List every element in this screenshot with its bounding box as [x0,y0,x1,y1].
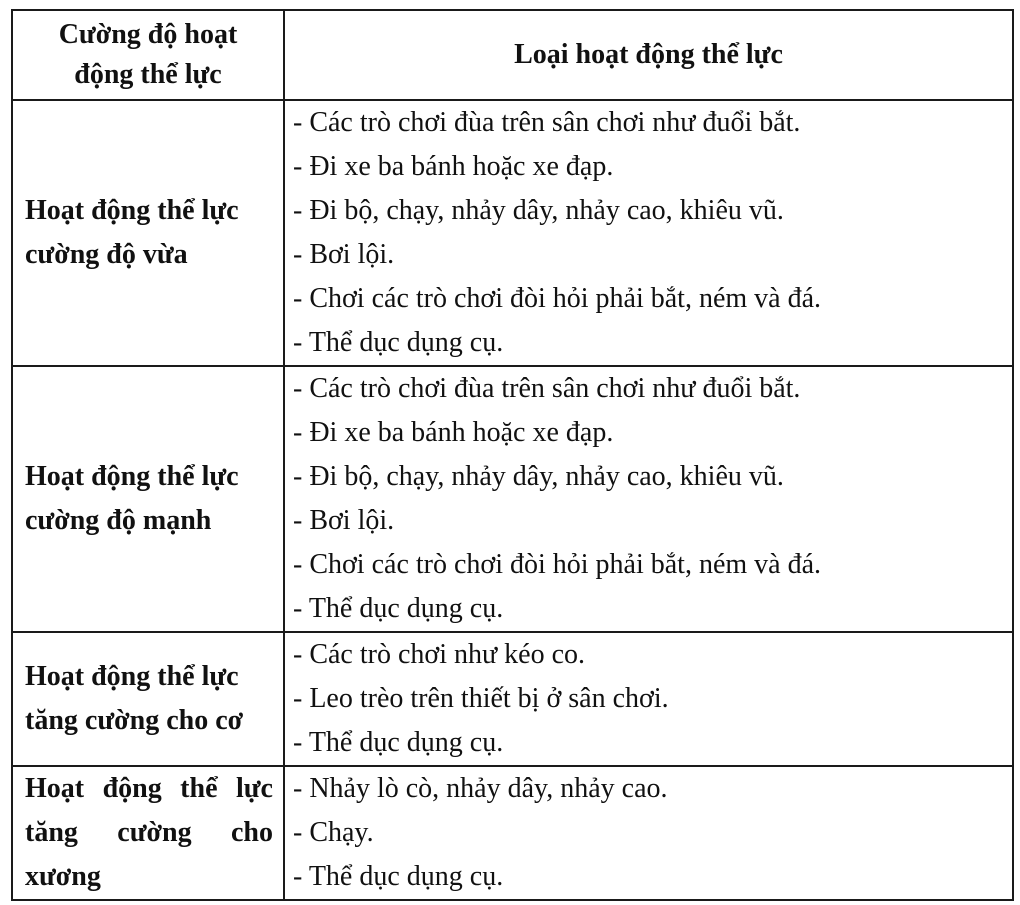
list-item: - Đi xe ba bánh hoặc xe đạp. [293,151,614,182]
header-activity-type [284,10,1013,100]
intensity-label: Hoạt động thể lực cường độ mạnh [25,461,239,536]
list-item: - Các trò chơi đùa trên sân chơi như đuổi bắt. [293,107,801,138]
header-intensity-label: Cường độ hoạt động thể lực [58,19,238,90]
intensity-cell-muscle [12,632,284,766]
activity-list [293,101,1004,365]
intensity-label: Hoạt động thể lực tăng cường cho xương [25,773,273,892]
activities-cell-vigorous [284,366,1013,632]
activities-cell-muscle [284,632,1013,766]
table-row [12,766,1013,900]
activities-cell-moderate [284,100,1013,366]
list-item: - Thể dục dụng cụ. [293,861,504,892]
header-intensity [12,10,284,100]
list-item: - Chạy. [293,817,374,848]
activity-list [293,633,1004,765]
list-item: - Đi bộ, chạy, nhảy dây, nhảy cao, khiêu vũ. [293,195,784,226]
activity-list [293,367,1004,631]
list-item: - Đi bộ, chạy, nhảy dây, nhảy cao, khiêu vũ. [293,461,784,492]
list-item: - Chơi các trò chơi đòi hỏi phải bắt, ném và đá. [293,549,822,580]
intensity-label: Hoạt động thể lực tăng cường cho cơ [25,661,244,736]
list-item: - Chơi các trò chơi đòi hỏi phải bắt, ném và đá. [293,283,822,314]
list-item: - Các trò chơi đùa trên sân chơi như đuổi bắt. [293,373,801,404]
list-item: - Thể dục dụng cụ. [293,327,504,358]
intensity-cell-bone [12,766,284,900]
activities-cell-bone [284,766,1013,900]
list-item: - Bơi lội. [293,239,395,270]
list-item: - Đi xe ba bánh hoặc xe đạp. [293,417,614,448]
list-item: - Các trò chơi như kéo co. [293,639,586,670]
header-activity-type-label: Loại hoạt động thể lực [514,39,783,70]
activity-intensity-table [11,9,1014,901]
activity-list [293,767,1004,899]
table-header-row [12,10,1013,100]
intensity-cell-moderate [12,100,284,366]
list-item: - Thể dục dụng cụ. [293,727,504,758]
intensity-label: Hoạt động thể lực cường độ vừa [25,195,239,270]
list-item: - Thể dục dụng cụ. [293,593,504,624]
list-item: - Bơi lội. [293,505,395,536]
list-item: - Leo trèo trên thiết bị ở sân chơi. [293,683,669,714]
table-row [12,632,1013,766]
table-row [12,366,1013,632]
list-item: - Nhảy lò cò, nhảy dây, nhảy cao. [293,773,668,804]
table-row [12,100,1013,366]
intensity-cell-vigorous [12,366,284,632]
